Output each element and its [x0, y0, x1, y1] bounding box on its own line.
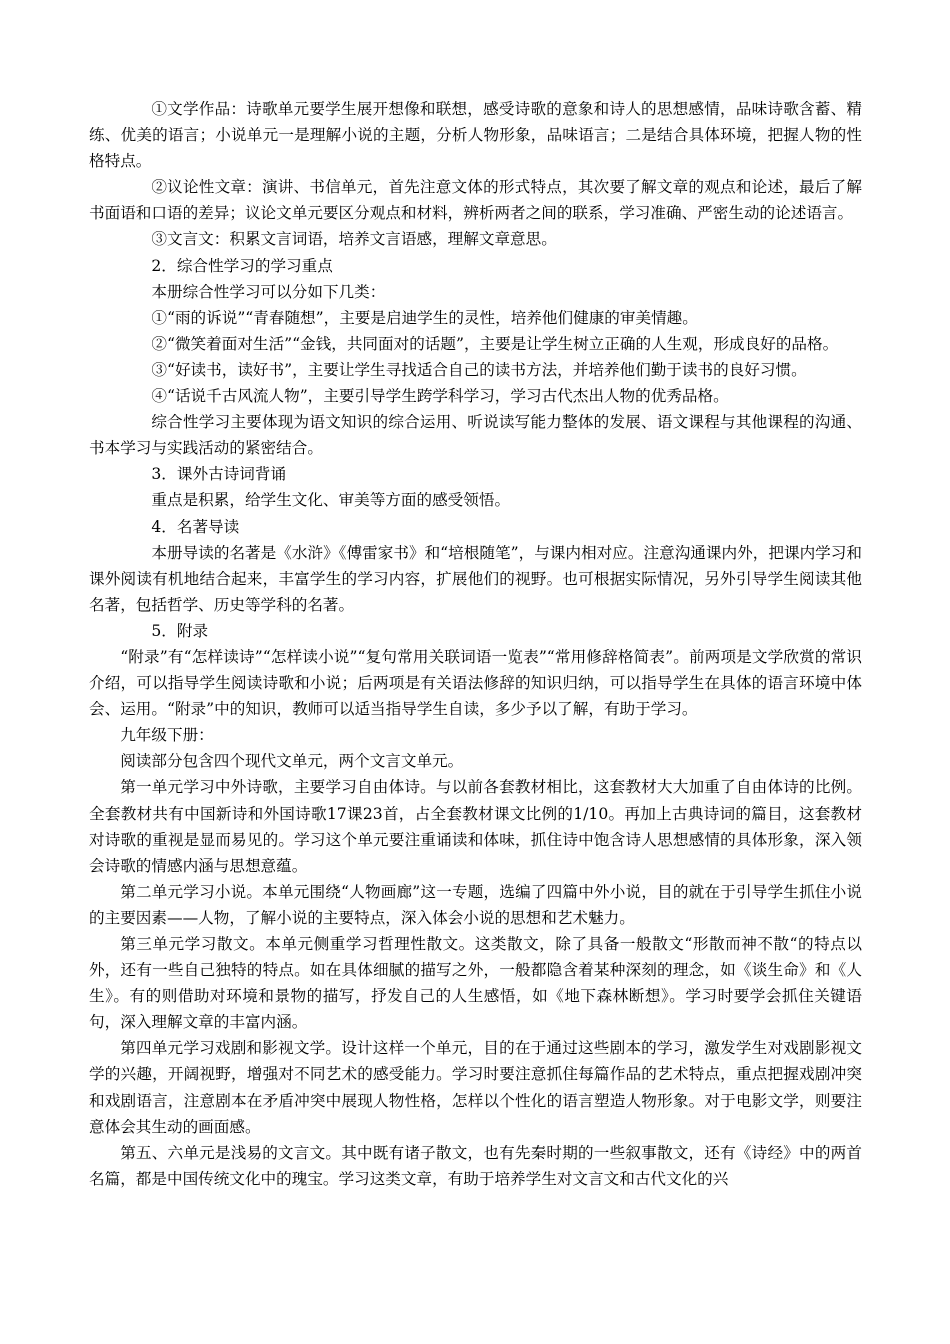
paragraph-appendix: “附录”有“怎样读诗”“怎样读小说”“复句常用关联词语一览表”“常用修辞格简表”。前两项是文学欣赏的常识介绍，可以指导学生阅读诗歌和小说；后两项是有关语法修辞的知识归纳，可以指导学生在具体的语言环境中体会、运用。“附录”中的知识，教师可以适当指导学生自读，多少予以了解，有助于学习。 — [89, 647, 862, 719]
paragraph-reading-units: 阅读部分包含四个现代文单元，两个文言文单元。 — [120, 752, 464, 771]
paragraph-comprehensive-summary: 综合性学习主要体现为语文知识的综合运用、听说读写能力整体的发展、语文课程与其他课程的沟通、书本学习与实践活动的紧密结合。 — [89, 413, 862, 458]
heading-grade9-volume2: 九年级下册： — [120, 726, 214, 745]
paragraph-unit-2: 第二单元学习小说。本单元围绕“人物画廊”这一专题，选编了四篇中外小说，目的就在于引导学生抓住小说的主要因素——人物，了解小说的主要特点，深入体会小说的思想和艺术魅力。 — [89, 882, 862, 927]
heading-comprehensive-learning: 2．综合性学习的学习重点 — [151, 256, 333, 275]
paragraph-categories-intro: 本册综合性学习可以分如下几类： — [151, 282, 386, 301]
paragraph-classical-chinese: ③文言文：积累文言词语，培养文言语感，理解文章意思。 — [151, 230, 557, 249]
paragraph-literary-works: ①文学作品：诗歌单元要学生展开想像和联想，感受诗歌的意象和诗人的思想感情，品味诗歌含蓄、精练、优美的语言；小说单元一是理解小说的主题，分析人物形象，品味语言；二是结合具体环境，把握人物的性格特点。 — [89, 100, 862, 171]
heading-poetry-recitation: 3．课外古诗词背诵 — [151, 465, 287, 484]
paragraph-category-1: ①“雨的诉说”“青春随想”，主要是启迪学生的灵性，培养他们健康的审美情趣。 — [151, 308, 698, 327]
paragraph-category-4: ④“话说千古风流人物”，主要引导学生跨学科学习，学习古代杰出人物的优秀品格。 — [151, 387, 729, 406]
paragraph-category-3: ③“好读书，读好书”，主要让学生寻找适合自己的读书方法，并培养他们勤于读书的良好习惯。 — [151, 360, 807, 379]
heading-appendix: 5．附录 — [151, 621, 209, 640]
paragraph-classics-guide: 本册导读的名著是《水浒》《傅雷家书》和“培根随笔”，与课内相对应。注意沟通课内外，把课内学习和课外阅读有机地结合起来，丰富学生的学习内容，扩展他们的视野。也可根据实际情况，另外引导学生阅读其他名著，包括哲学、历史等学科的名著。 — [89, 543, 862, 614]
paragraph-unit-4: 第四单元学习戏剧和影视文学。设计这样一个单元，目的在于通过这些剧本的学习，激发学生对戏剧影视文学的兴趣，开阔视野，增强对不同艺术的感受能力。学习时要注意抓住每篇作品的艺术特点，重点把握戏剧冲突和戏剧语言，注意剧本在矛盾冲突中展现人物性格，怎样以个性化的语言塑造人物形象。对于电影文学，则要注意体会其生动的画面感。 — [89, 1039, 862, 1136]
paragraph-category-2: ②“微笑着面对生活”“金钱，共同面对的话题”，主要是让学生树立正确的人生观，形成良好的品格。 — [151, 334, 839, 353]
paragraph-argumentative-texts: ②议论性文章：演讲、书信单元，首先注意文体的形式特点，其次要了解文章的观点和论述，最后了解书面语和口语的差异；议论文单元要区分观点和材料，辨析两者之间的联系，学习准确、严密生动的论述语言。 — [89, 178, 862, 223]
paragraph-poetry-recitation: 重点是积累，给学生文化、审美等方面的感受领悟。 — [151, 491, 511, 510]
paragraph-unit-1: 第一单元学习中外诗歌，主要学习自由体诗。与以前各套教材相比，这套教材大大加重了自由体诗的比例。全套教材共有中国新诗和外国诗歌17课23首，占全套教材课文比例的1/10。再加上古典诗词的篇目，这套教材对诗歌的重视是显而易见的。学习这个单元要注重诵读和体味，抓住诗中饱含诗人思想感情的具体形象，深入领会诗歌的情感内涵与思想意蕴。 — [89, 778, 862, 875]
heading-classics-guide: 4．名著导读 — [151, 517, 240, 536]
paragraph-unit-5-6: 第五、六单元是浅易的文言文。其中既有诸子散文，也有先秦时期的一些叙事散文，还有《诗经》中的两首名篇，都是中国传统文化中的瑰宝。学习这类文章，有助于培养学生对文言文和古代文化的兴 — [89, 1143, 862, 1188]
paragraph-unit-3: 第三单元学习散文。本单元侧重学习哲理性散文。这类散文，除了具备一般散文“形散而神不散“的特点以外，还有一些自己独特的特点。如在具体细腻的描写之外，一般都隐含着某种深刻的理念，如《谈生命》和《人生》。有的则借助对环境和景物的描写，抒发自己的人生感悟，如《地下森林断想》。学习时要学会抓住关键语句，深入理解文章的丰富内涵。 — [89, 935, 862, 1032]
